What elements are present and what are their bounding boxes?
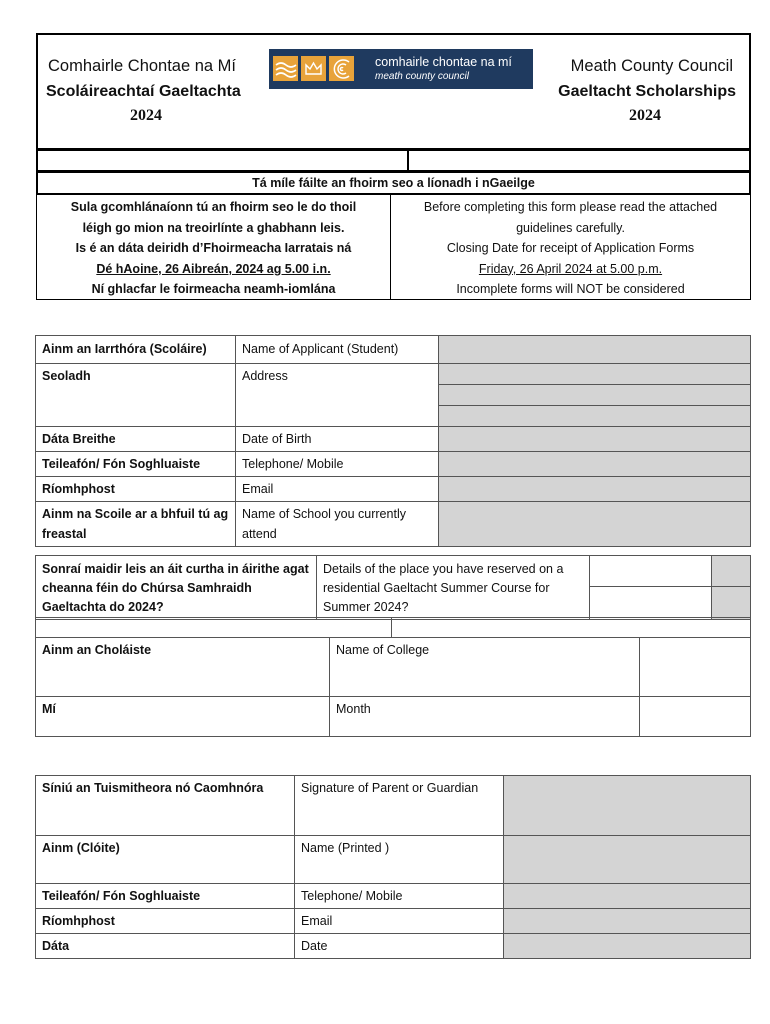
header-empty-left [36,149,409,172]
address-label-en: Address [236,364,439,427]
parent-name-label-ga: Ainm (Clóite) [36,836,295,884]
address-label-ga: Seoladh [36,364,236,427]
college-table [35,637,751,737]
date-label-ga: Dáta [36,934,295,959]
applicant-table [35,335,751,547]
parent-table [35,775,751,959]
month-field[interactable] [640,697,751,737]
signature-label-en: Signature of Parent or Guardian [295,776,504,836]
month-label-en: Month [330,697,640,737]
course-blank-1 [590,556,712,587]
header-ga-council: Comhairle Chontae na Mí [48,57,237,75]
course-split-row [35,617,751,638]
college-label-ga: Ainm an Choláiste [36,638,330,697]
instr-ga-deadline: Dé hAoine, 26 Aibreán, 2024 ag 5.00 i.n. [96,261,331,276]
dob-label-ga: Dáta Breithe [36,427,236,452]
header-ga-year: 2024 [130,107,162,124]
parent-email-field[interactable] [504,909,751,934]
welcome-banner: Tá míle fáilte an fhoirm seo a líonadh i nGaeilge [36,171,751,195]
header-en-year: 2024 [629,107,661,124]
course-split-right [392,618,751,638]
address-field-line1[interactable] [439,364,751,385]
course-checkbox-yes[interactable] [712,556,751,587]
instr-en-2: guidelines carefully. [516,220,625,235]
school-label-en: Name of School you currently attend [236,502,439,547]
instructions-ga [36,194,391,300]
header-en-title: Gaeltacht Scholarships [558,83,736,100]
header-box [36,33,751,150]
course-question-table [35,555,751,620]
applicant-name-label-ga: Ainm an Iarrthóra (Scoláire) [36,336,236,364]
instr-en-3: Closing Date for receipt of Application Forms [446,241,695,255]
instr-en-1: Before completing this form please read the attached [423,200,718,214]
instr-ga-1: Sula gcomhlánaíonn tú an fhoirm seo le do thoil [70,200,357,214]
parent-email-label-en: Email [295,909,504,934]
signature-label-ga: Síniú an Tuismitheora nó Caomhnóra [36,776,295,836]
college-label-en: Name of College [330,638,640,697]
logo-spiral-icon [329,56,354,81]
parent-phone-field[interactable] [504,884,751,909]
phone-label-ga: Teileafón/ Fón Soghluaiste [36,452,236,477]
applicant-name-label-en: Name of Applicant (Student) [236,336,439,364]
college-field[interactable] [640,638,751,697]
date-field[interactable] [504,934,751,959]
logo-line1: comhairle chontae na mí [375,55,512,69]
month-label-ga: Mí [36,697,330,737]
parent-name-label-en: Name (Printed ) [295,836,504,884]
email-field[interactable] [439,477,751,502]
phone-label-en: Telephone/ Mobile [236,452,439,477]
instr-ga-5: Ní ghlacfar le foirmeacha neamh-iomlána [91,282,336,296]
address-field-line2[interactable] [439,385,751,406]
parent-phone-label-ga: Teileafón/ Fón Soghluaiste [36,884,295,909]
instr-ga-3: Is é an dáta deiridh d’Fhoirmeacha Iarratais ná [75,241,352,255]
logo-crown-icon [301,56,326,81]
course-blank-2 [590,586,712,619]
email-label-ga: Ríomhphost [36,477,236,502]
parent-name-field[interactable] [504,836,751,884]
header-ga-title: Scoláireachtaí Gaeltachta [46,83,241,100]
applicant-name-field[interactable] [439,336,751,364]
course-question-en: Details of the place you have reserved on a residential Gaeltacht Summer Course for Summer 2024? [317,556,590,620]
course-split-left [36,618,392,638]
logo-waves-icon [273,56,298,81]
parent-phone-label-en: Telephone/ Mobile [295,884,504,909]
course-checkbox-no[interactable] [712,586,751,619]
course-question-ga: Sonraí maidir leis an áit curtha in áirithe agat cheanna féin do Chúrsa Samhraidh Gaeltachta do 2024? [36,556,317,620]
instr-en-5: Incomplete forms will NOT be considered [456,282,685,296]
instructions-en [390,194,751,300]
instr-ga-2: léigh go mion na treoirlínte a ghabhann leis. [82,220,345,235]
logo-line2: meath county council [375,71,469,82]
date-label-en: Date [295,934,504,959]
council-logo [269,49,533,89]
phone-field[interactable] [439,452,751,477]
dob-label-en: Date of Birth [236,427,439,452]
parent-email-label-ga: Ríomhphost [36,909,295,934]
email-label-en: Email [236,477,439,502]
signature-field[interactable] [504,776,751,836]
school-field[interactable] [439,502,751,547]
header-en-council: Meath County Council [570,57,733,75]
school-label-ga: Ainm na Scoile ar a bhfuil tú ag freastal [36,502,236,547]
address-field-line3[interactable] [439,406,751,427]
instr-en-deadline: Friday, 26 April 2024 at 5.00 p.m. [478,261,663,276]
dob-field[interactable] [439,427,751,452]
header-empty-right [407,149,751,172]
